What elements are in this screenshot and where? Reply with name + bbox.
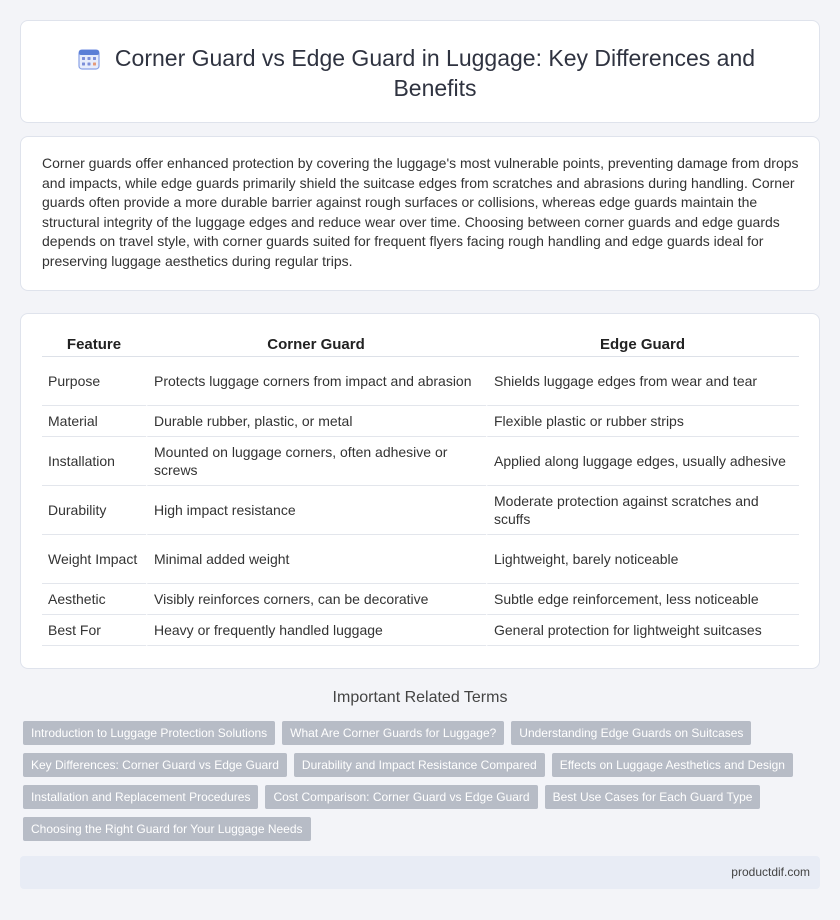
table-row bbox=[42, 357, 799, 406]
edge-guard-cell: General protection for lightweight suitcases bbox=[486, 615, 799, 646]
corner-guard-cell: Visibly reinforces corners, can be decorative bbox=[146, 584, 486, 615]
related-terms-list bbox=[23, 721, 803, 849]
edge-guard-cell: Applied along luggage edges, usually adhesive bbox=[486, 437, 799, 486]
corner-guard-cell: Protects luggage corners from impact and abrasion bbox=[146, 357, 486, 406]
footer bbox=[20, 856, 820, 889]
corner-guard-cell: Minimal added weight bbox=[146, 535, 486, 584]
header-corner-guard: Corner Guard bbox=[146, 335, 486, 357]
related-term-tag[interactable]: Durability and Impact Resistance Compared bbox=[294, 753, 545, 777]
intro-paragraph: Corner guards offer enhanced protection by covering the luggage's most vulnerable points, preventing damage from drops and impacts, while edge guards primarily shield the suitcase edges from scratches and abrasions during handling. Corner guards often provide a more durable barrier against rough surfaces or collisions, whereas edge guards maintain the structural integrity of the luggage edges and reduce wear over time. Choosing between corner guards and edge guards depends on travel style, with corner guards suited for frequent flyers facing rough handling and edge guards ideal for preserving luggage aesthetics during regular trips. bbox=[42, 155, 799, 269]
edge-guard-cell: Shields luggage edges from wear and tear bbox=[486, 357, 799, 406]
intro-card bbox=[20, 136, 820, 291]
table-row bbox=[42, 437, 799, 486]
corner-guard-cell: Mounted on luggage corners, often adhesive or screws bbox=[146, 437, 486, 486]
feature-cell: Material bbox=[42, 406, 146, 437]
related-term-tag[interactable]: Introduction to Luggage Protection Solutions bbox=[23, 721, 275, 745]
related-term-tag[interactable]: Effects on Luggage Aesthetics and Design bbox=[552, 753, 793, 777]
corner-guard-cell: Heavy or frequently handled luggage bbox=[146, 615, 486, 646]
related-term-tag[interactable]: Key Differences: Corner Guard vs Edge Guard bbox=[23, 753, 287, 777]
related-term-tag[interactable]: Cost Comparison: Corner Guard vs Edge Guard bbox=[265, 785, 537, 809]
feature-cell: Durability bbox=[42, 486, 146, 535]
header-edge-guard: Edge Guard bbox=[486, 335, 799, 357]
edge-guard-cell: Flexible plastic or rubber strips bbox=[486, 406, 799, 437]
edge-guard-cell: Moderate protection against scratches and scuffs bbox=[486, 486, 799, 535]
feature-cell: Aesthetic bbox=[42, 584, 146, 615]
corner-guard-cell: Durable rubber, plastic, or metal bbox=[146, 406, 486, 437]
related-term-tag[interactable]: Installation and Replacement Procedures bbox=[23, 785, 258, 809]
footer-site-link[interactable]: productdif.com bbox=[731, 865, 810, 879]
feature-cell: Purpose bbox=[42, 357, 146, 406]
related-term-tag[interactable]: Best Use Cases for Each Guard Type bbox=[545, 785, 761, 809]
feature-cell: Best For bbox=[42, 615, 146, 646]
feature-cell: Installation bbox=[42, 437, 146, 486]
table-row bbox=[42, 584, 799, 615]
table-header-row bbox=[42, 335, 799, 357]
corner-guard-cell: High impact resistance bbox=[146, 486, 486, 535]
page-title: Corner Guard vs Edge Guard in Luggage: Key Differences and Benefits bbox=[114, 45, 756, 101]
table-row bbox=[42, 535, 799, 584]
table-row bbox=[42, 615, 799, 646]
related-term-tag[interactable]: Understanding Edge Guards on Suitcases bbox=[511, 721, 751, 745]
table-row bbox=[42, 486, 799, 535]
related-term-tag[interactable]: What Are Corner Guards for Luggage? bbox=[282, 721, 504, 745]
feature-cell: Weight Impact bbox=[42, 535, 146, 584]
header-feature: Feature bbox=[42, 335, 146, 357]
header-card bbox=[20, 20, 820, 123]
table-row bbox=[42, 406, 799, 437]
comparison-table bbox=[42, 335, 799, 646]
related-term-tag[interactable]: Choosing the Right Guard for Your Luggage Needs bbox=[23, 817, 311, 841]
comparison-table-card bbox=[20, 313, 820, 669]
edge-guard-cell: Subtle edge reinforcement, less noticeable bbox=[486, 584, 799, 615]
related-terms-title: Important Related Terms bbox=[332, 689, 508, 706]
edge-guard-cell: Lightweight, barely noticeable bbox=[486, 535, 799, 584]
